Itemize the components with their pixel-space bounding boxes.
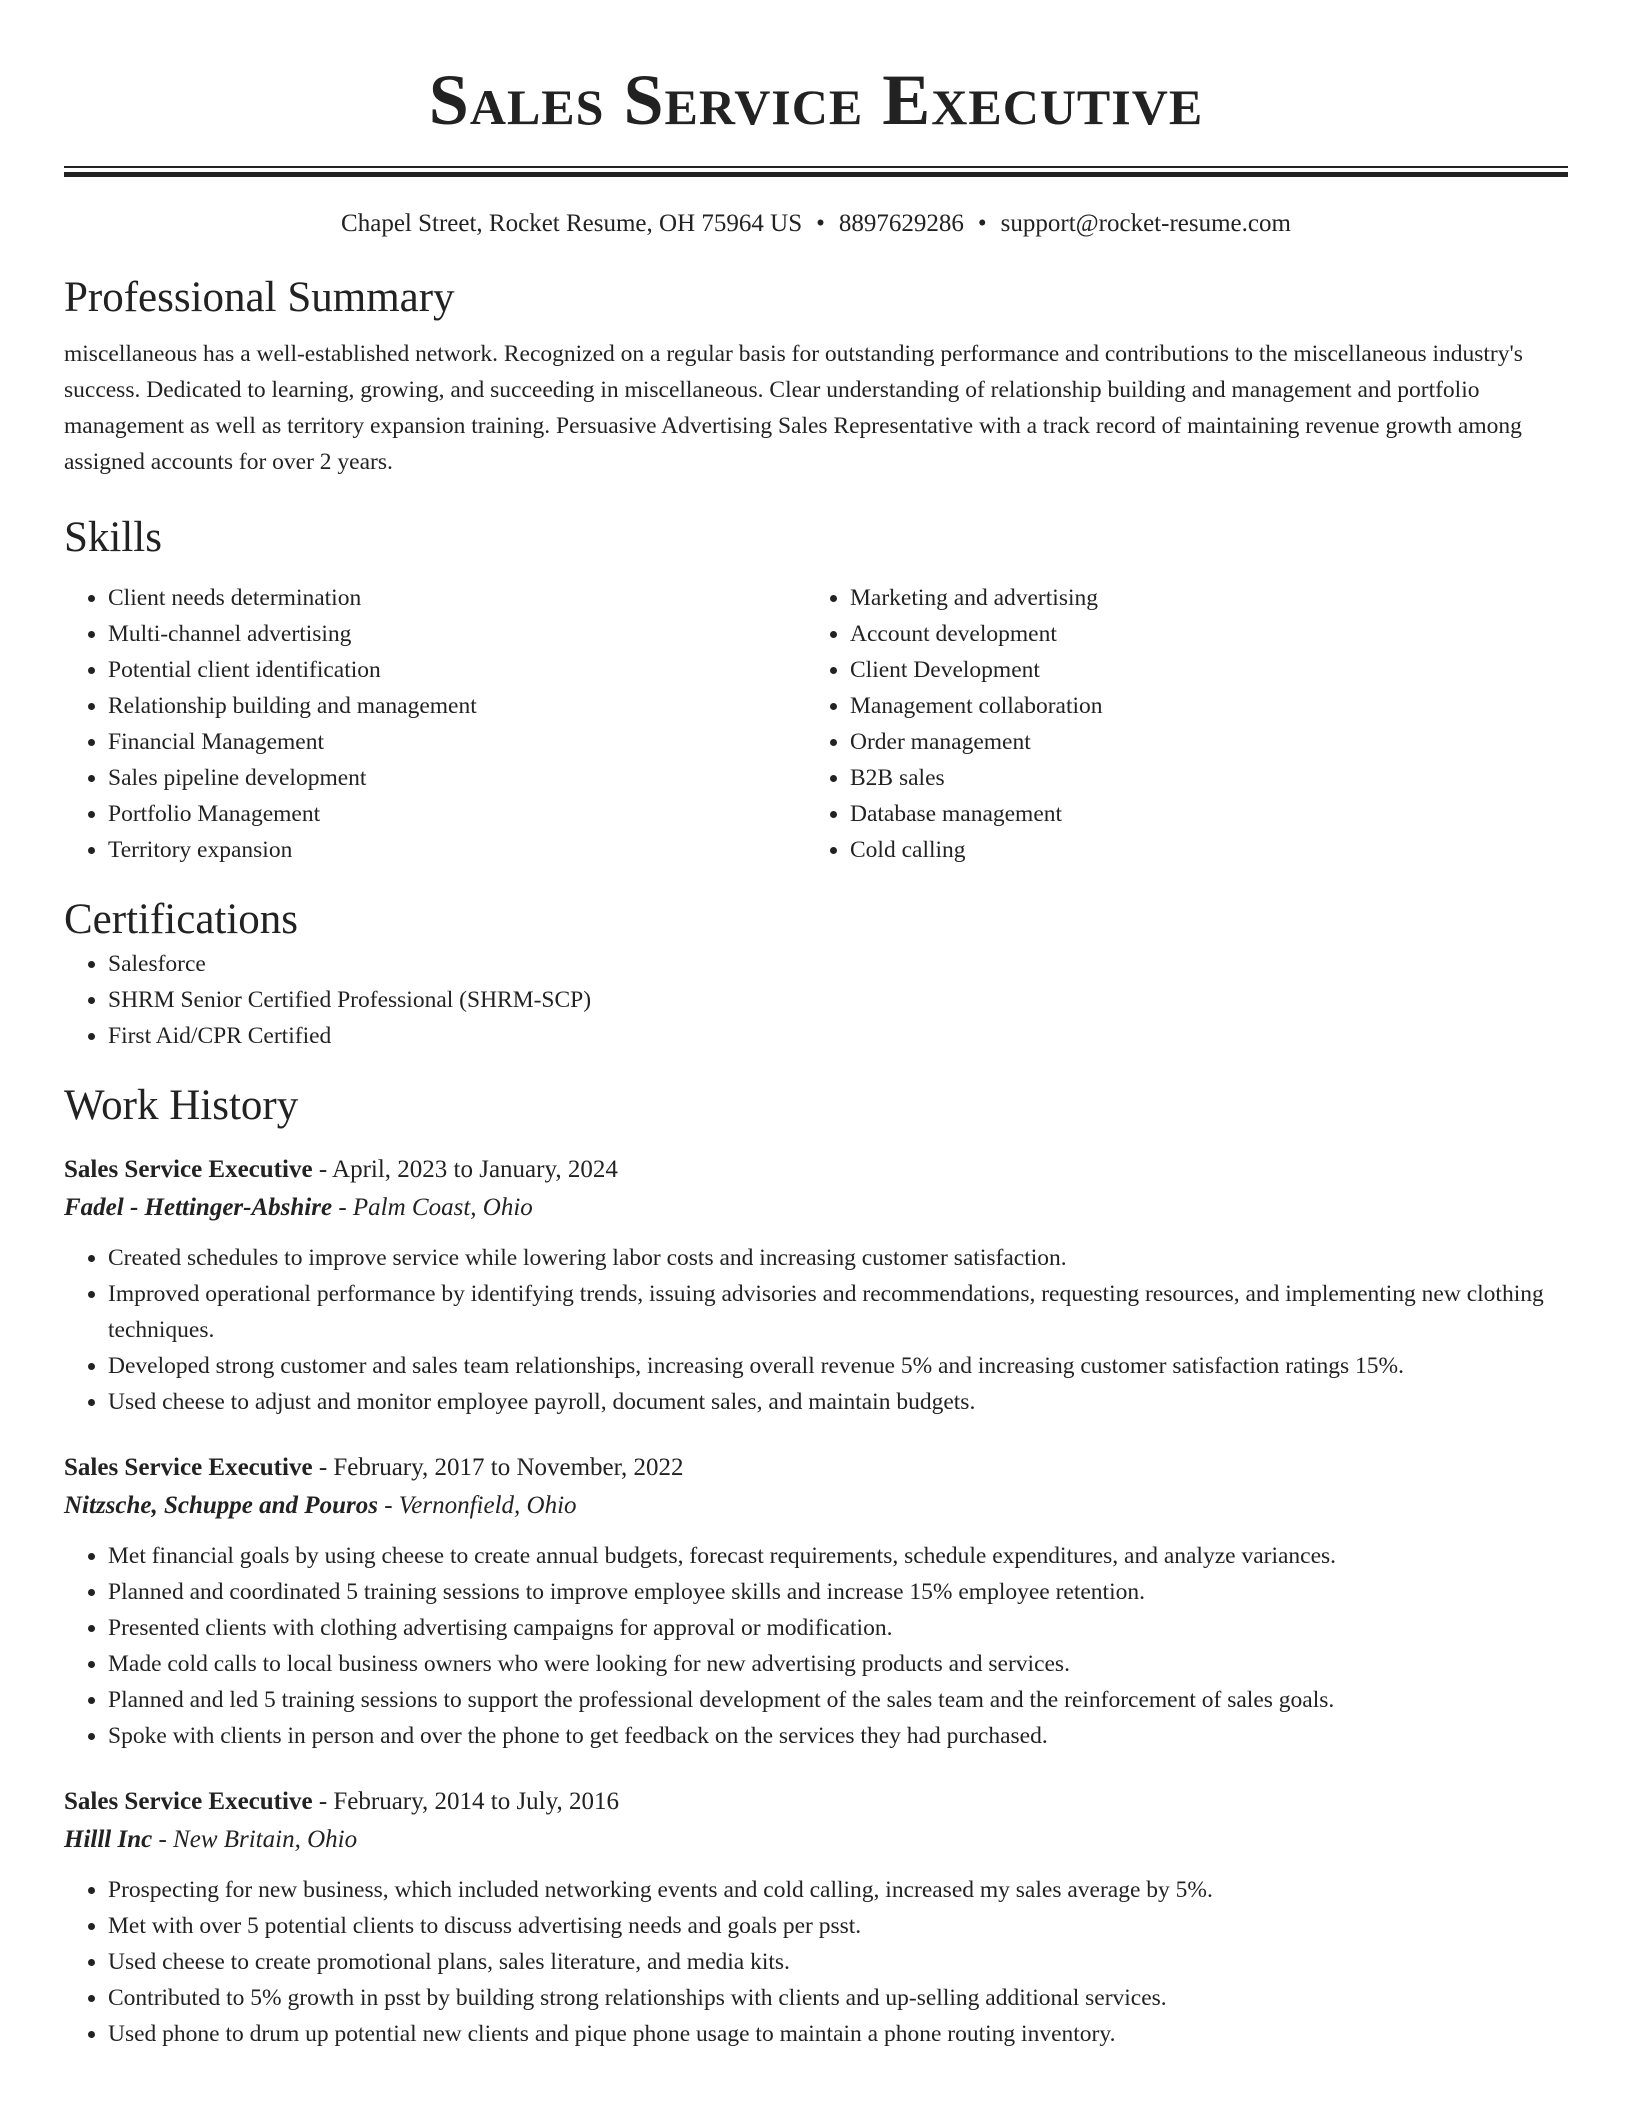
contact-phone: 8897629286 [838,210,964,237]
job-bullet: • Improved operational performance by identifying trends, issuing advisories and recommendations, requesting resources, and implementing new clothing techniques. [108,1276,1568,1348]
certification-item: • First Aid/CPR Certified [108,1018,1568,1054]
job-location: - Vernonfield, Ohio [377,1492,577,1519]
summary-heading: Professional Summary [64,274,455,321]
job-bullet: • Created schedules to improve service while lowering labor costs and increasing customer satisfaction. [108,1240,1568,1276]
job-header [64,1450,1568,1486]
job-bullet: • Presented clients with clothing advertising campaigns for approval or modification. [108,1610,1568,1646]
rule-thin-line [64,166,1568,168]
job-bullet: • Used phone to drum up potential new clients and pique phone usage to maintain a phone routing inventory. [108,2016,1568,2052]
certifications-heading: Certifications [64,896,299,943]
summary-paragraph: miscellaneous has a well-established network. Recognized on a regular basis for outstanding performance and contributions to the miscellaneous industry's success. Dedicated to learning, growing, and succeeding in miscellaneous. Clear understanding of relationship building and management and portfolio management as well as territory expansion training. Persuasive Advertising Sales Representative with a track record of maintaining revenue growth among assigned accounts for over 2 years. [64,341,1523,475]
job-dates: - February, 2017 to November, 2022 [312,1454,684,1481]
skills-column-right [806,580,1548,868]
skill-item: • B2B sales [850,760,1548,796]
job-role: Sales Service Executive [64,1788,313,1815]
job-bullet: • Met financial goals by using cheese to create annual budgets, forecast requirements, schedule expenditures, and analyze variances. [108,1538,1568,1574]
job-role: Sales Service Executive [64,1156,313,1183]
candidate-name: Sales Service Executive [428,60,1204,140]
skill-item: • Database management [850,796,1548,832]
skill-item: • Client Development [850,652,1548,688]
job-dates: - April, 2023 to January, 2024 [312,1156,618,1183]
job-header [64,1784,1568,1820]
job-entry [64,1152,1568,1420]
job-header [64,1152,1568,1188]
job-bullet: • Spoke with clients in person and over the phone to get feedback on the services they had purchased. [108,1718,1568,1754]
contact-email: support@rocket-resume.com [1000,210,1291,237]
skill-item: • Account development [850,616,1548,652]
job-company-line [64,1820,1568,1860]
certification-item: • SHRM Senior Certified Professional (SHRM-SCP) [108,982,1568,1018]
job-bullet: • Used cheese to adjust and monitor employee payroll, document sales, and maintain budgets. [108,1384,1568,1420]
skills-column-left [64,580,806,868]
job-bullets [64,1872,1568,2052]
job-bullet: • Prospecting for new business, which included networking events and cold calling, increased my sales average by 5%. [108,1872,1568,1908]
skill-item: • Potential client identification [108,652,806,688]
header-double-rule [64,166,1568,180]
job-entry [64,1784,1568,2052]
skill-item: • Cold calling [850,832,1548,868]
job-company: Hilll Inc [64,1826,153,1853]
job-bullet: • Contributed to 5% growth in psst by building strong relationships with clients and up-selling additional services. [108,1980,1568,2016]
certification-item: • Salesforce [108,946,1568,982]
contact-separator: • [816,210,825,237]
job-company: Fadel - Hettinger-Abshire [64,1194,333,1221]
skill-item: • Multi-channel advertising [108,616,806,652]
skill-item: • Management collaboration [850,688,1548,724]
skill-item: • Sales pipeline development [108,760,806,796]
skill-item: • Marketing and advertising [850,580,1548,616]
contact-line [64,206,1568,242]
job-bullet: • Made cold calls to local business owners who were looking for new advertising products and services. [108,1646,1568,1682]
job-location: - Palm Coast, Ohio [332,1194,533,1221]
job-bullets [64,1240,1568,1420]
skill-item: • Relationship building and management [108,688,806,724]
job-bullet: • Planned and coordinated 5 training sessions to improve employee skills and increase 15% employee retention. [108,1574,1568,1610]
skill-item: • Portfolio Management [108,796,806,832]
job-entry [64,1450,1568,1754]
job-dates: - February, 2014 to July, 2016 [312,1788,620,1815]
job-company: Nitzsche, Schuppe and Pouros [64,1492,378,1519]
job-bullet: • Met with over 5 potential clients to discuss advertising needs and goals per psst. [108,1908,1568,1944]
job-company-line [64,1188,1568,1228]
skills-grid [64,580,1568,868]
skill-item: • Financial Management [108,724,806,760]
work-history-heading: Work History [64,1082,299,1129]
job-bullet: • Developed strong customer and sales team relationships, increasing overall revenue 5% and increasing customer satisfaction ratings 15%. [108,1348,1568,1384]
resume-page [64,0,1568,2052]
job-bullet: • Planned and led 5 training sessions to support the professional development of the sales team and the reinforcement of sales goals. [108,1682,1568,1718]
skills-heading: Skills [64,514,162,561]
skills-list-left [64,580,806,868]
skill-item: • Client needs determination [108,580,806,616]
job-company-line [64,1486,1568,1526]
certifications-list [64,946,1568,1054]
job-bullet: • Used cheese to create promotional plans, sales literature, and media kits. [108,1944,1568,1980]
skill-item: • Order management [850,724,1548,760]
job-location: - New Britain, Ohio [152,1826,358,1853]
rule-thick-line [64,172,1568,177]
job-role: Sales Service Executive [64,1454,313,1481]
job-bullets [64,1538,1568,1754]
contact-separator: • [977,210,987,237]
skill-item: • Territory expansion [108,832,806,868]
skills-list-right [806,580,1548,868]
contact-address: Chapel Street, Rocket Resume, OH 75964 US [341,210,803,237]
